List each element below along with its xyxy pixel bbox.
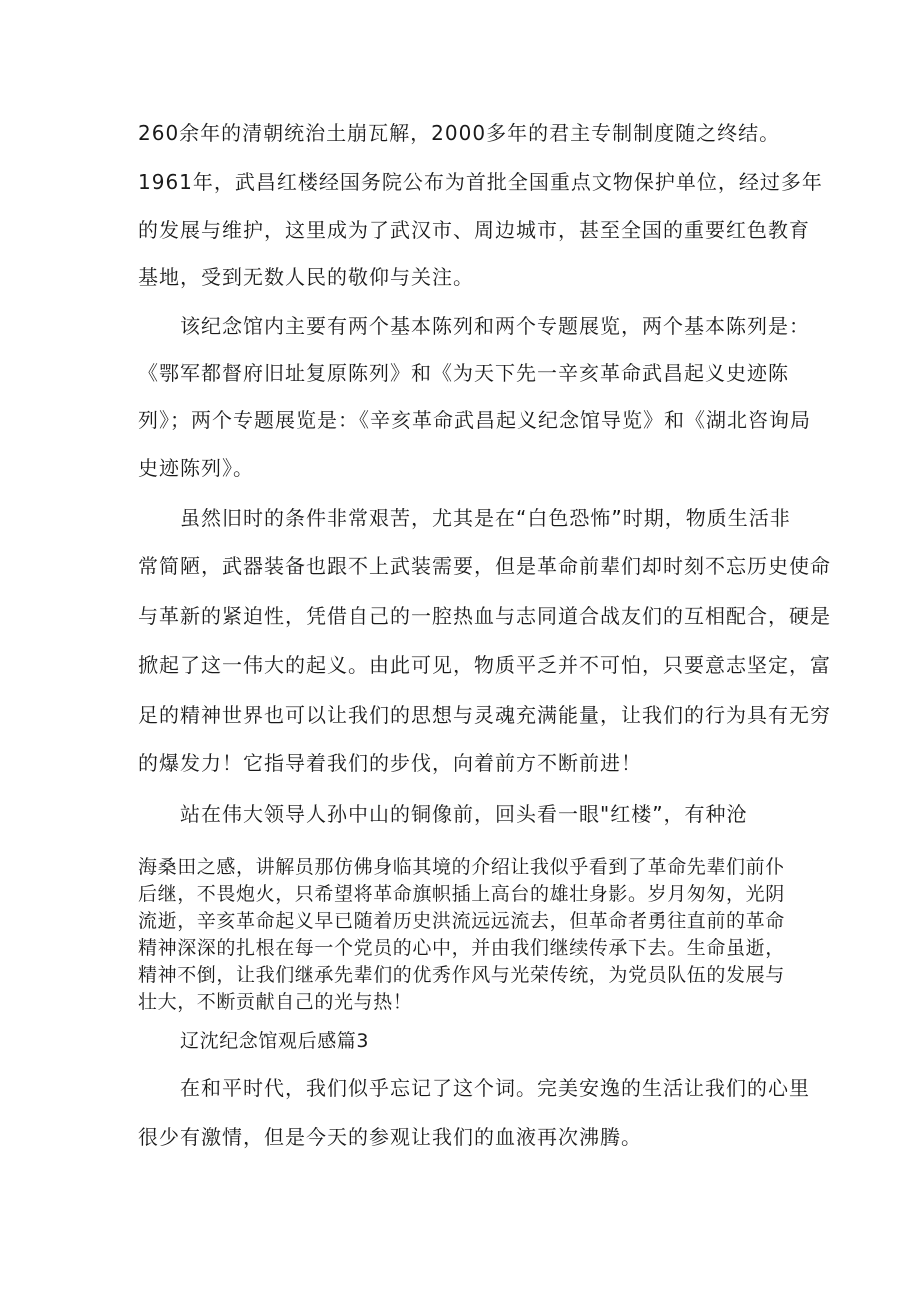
text-line: 海桑田之感，讲解员那仿佛身临其境的介绍让我似乎看到了革命先辈们前仆 bbox=[138, 856, 785, 878]
text-line: 很少有激情，但是今天的参观让我们的血液再次沸腾。 bbox=[138, 1125, 642, 1149]
text-line: 后继，不畏炮火，只希望将革命旗帜插上高台的雄壮身影。岁月匆匆，光阴 bbox=[138, 883, 785, 905]
text-line: 1961年，武昌红楼经国务院公布为首批全国重点文物保护单位，经过多年 bbox=[138, 170, 823, 194]
text-line: 该纪念馆内主要有两个基本陈列和两个专题展览，两个基本陈列是： bbox=[180, 314, 810, 338]
text-line: 与革新的紧迫性，凭借自己的一腔热血与志同道合战友们的互相配合，硬是 bbox=[138, 604, 831, 628]
text-line: 站在伟大领导人孙中山的铜像前，回头看一眼"红楼”，有种沧 bbox=[180, 802, 748, 826]
text-line: 常简陋，武器装备也跟不上武装需要，但是革命前辈们却时刻不忘历史使命 bbox=[138, 554, 831, 578]
text-line: 足的精神世界也可以让我们的思想与灵魂充满能量，让我们的行为具有无穷 bbox=[138, 703, 831, 727]
text-line: 《鄂军都督府旧址复原陈列》和《为天下先一辛亥革命武昌起义史迹陈 bbox=[138, 361, 789, 385]
text-line: 史迹陈列》。 bbox=[138, 456, 254, 480]
text-line: 的爆发力！它指导着我们的步伐，向着前方不断前进！ bbox=[138, 751, 642, 775]
text-line: 列》；两个专题展览是：《辛亥革命武昌起义纪念馆导览》和《湖北咨询局 bbox=[138, 408, 811, 432]
text-line: 虽然旧时的条件非常艰苦，尤其是在“白色恐怖”时期，物质生活非 bbox=[180, 506, 791, 530]
text-line: 精神不倒，让我们继承先辈们的优秀作风与光荣传统，为党员队伍的发展与 bbox=[138, 964, 785, 986]
text-line: 流逝，辛亥革命起义早已随着历史洪流远远流去，但革命者勇往直前的革命 bbox=[138, 910, 785, 932]
text-line: 基地，受到无数人民的敬仰与关注。 bbox=[138, 265, 474, 289]
text-line: 掀起了这一伟大的起义。由此可见，物质平乏并不可怕，只要意志坚定，富 bbox=[138, 653, 831, 677]
text-line: 精神深深的扎根在每一个党员的心中，并由我们继续传承下去。生命虽逝， bbox=[138, 937, 785, 959]
text-line: 的发展与维护，这里成为了武汉市、周边城市，甚至全国的重要红色教育 bbox=[138, 218, 810, 242]
text-line: 260余年的清朝统治土崩瓦解，2000多年的君主专制制度随之终结。 bbox=[138, 121, 781, 145]
text-line: 在和平时代，我们似乎忘记了这个词。完美安逸的生活让我们的心里 bbox=[180, 1076, 810, 1100]
text-line: 壮大，不断贡献自己的光与热！ bbox=[138, 991, 413, 1013]
section-heading: 辽沈纪念馆观后感篇3 bbox=[180, 1030, 370, 1052]
